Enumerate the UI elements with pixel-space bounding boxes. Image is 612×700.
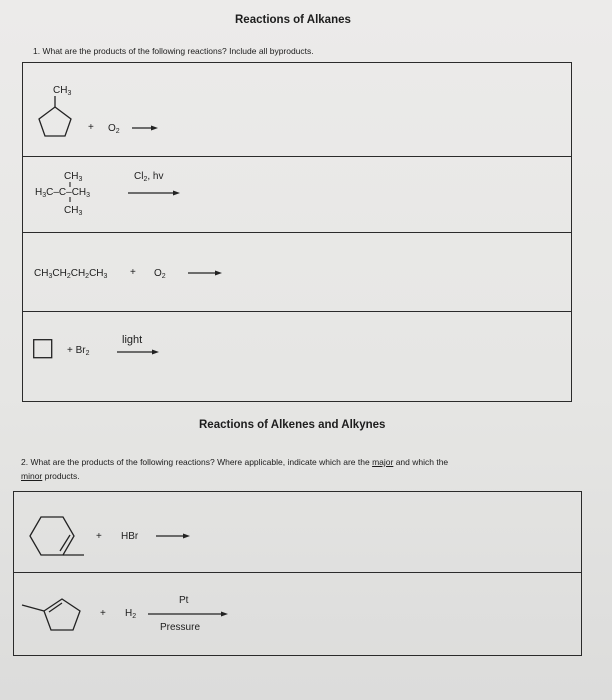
section1-title: Reactions of Alkanes (235, 14, 351, 26)
hydrogen-reagent: $H_2$ (125, 608, 137, 620)
section2-question (21, 455, 561, 483)
bromine-reagent: + $Br_2$ (67, 345, 90, 357)
plus-sign: + (88, 122, 94, 133)
alkenes-reactions-box (13, 491, 582, 656)
oxygen-label: $O_2$ (108, 123, 120, 135)
question-text: products. (42, 471, 80, 481)
question-text: and which the (393, 457, 449, 467)
methyl-label: $CH_3$ (64, 205, 83, 217)
plus-sign: + (100, 608, 106, 619)
condition-label: light (122, 334, 143, 346)
methylcyclopentane-structure (36, 96, 76, 138)
arrow-right-icon (117, 349, 159, 355)
oxygen-label: $O_2$ (154, 268, 166, 280)
section1-question: 1. What are the products of the following reactions? Include all byproducts. (33, 46, 314, 56)
row-divider (22, 156, 572, 157)
arrow-right-icon (128, 190, 180, 196)
section2-title: Reactions of Alkenes and Alkynes (199, 419, 386, 431)
methylcyclohexene-structure (28, 514, 84, 560)
hbr-reagent: HBr (121, 531, 139, 542)
catalyst-label: Pt (179, 595, 189, 606)
pressure-label: Pressure (160, 622, 201, 633)
neopentane-main-chain: $H_3C-C-CH_3$ (35, 187, 91, 199)
plus-sign: + (130, 267, 136, 278)
arrow-right-icon (148, 611, 228, 617)
minor-term: minor (21, 471, 43, 481)
arrow-right-icon (188, 270, 222, 276)
arrow-right-icon (132, 125, 158, 131)
plus-sign: + (96, 531, 102, 542)
major-term: major (372, 457, 394, 467)
methylcyclopentene-structure (22, 597, 84, 633)
reaction-conditions: $Cl_2$, hv (134, 171, 164, 183)
question-text: 2. What are the products of the following reactions? Where applicable, indicate which are the (21, 457, 373, 467)
arrow-right-icon (156, 533, 190, 539)
row-divider (22, 232, 572, 233)
cyclobutane-structure (33, 339, 53, 359)
row-divider (22, 311, 572, 312)
row-divider (13, 572, 582, 573)
methyl-label: $CH_3$ (53, 85, 72, 97)
butane-formula: $CH_3CH_2CH_2CH_3$ (34, 268, 108, 280)
methyl-label: $CH_3$ (64, 171, 83, 183)
